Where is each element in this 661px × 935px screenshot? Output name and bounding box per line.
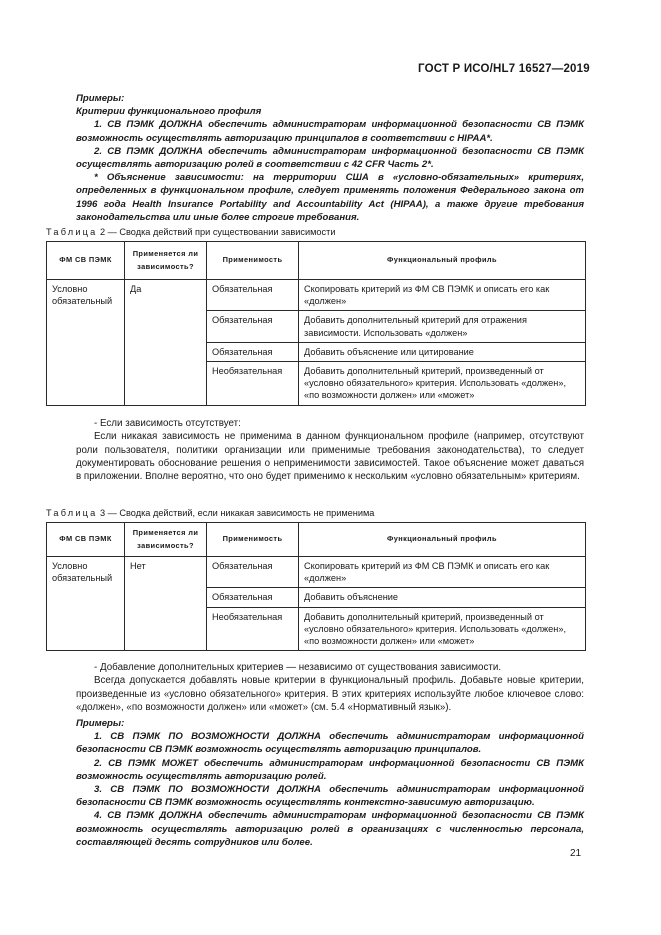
column-header: Применяется ли зависимость? xyxy=(125,523,207,557)
example-item: 4. СВ ПЭМК ДОЛЖНА обеспечить администраторам информационной безопасности СВ ПЭМК возможность осуществлять авторизацию ролей в организациях с численностью персонала, составляющей десять сотрудников или более. xyxy=(76,810,584,848)
profile-cell: Добавить объяснение или цитирование xyxy=(299,342,586,361)
example-item: 3. СВ ПЭМК ПО ВОЗМОЖНОСТИ ДОЛЖНА обеспечить администраторам информационной безопасности СВ ПЭМК возможность осуществлять контекстно-зависимую авторизацию. xyxy=(76,784,584,809)
table-row xyxy=(47,557,586,588)
column-header: Функциональный профиль xyxy=(299,523,586,557)
paragraph-lead: - Добавление дополнительных критериев — независимо от существования зависимости. xyxy=(94,662,502,673)
examples-block-1 xyxy=(76,92,584,224)
caption-prefix: Таблица xyxy=(46,508,98,518)
paragraph-text: Если никакая зависимость не применима в данном функциональном профиле (например, отсутствуют роли пользователя, политики организации или применимые требования законодательства), то следует документировать обоснование решения о неприменимости зависимостей. Такое объяснение может даваться в приложении. Вполне вероятно, что оно будет применимо к нескольким «условно обязательным» критериям. xyxy=(76,431,584,483)
table-2-caption xyxy=(46,227,335,237)
applicability-cell: Обязательная xyxy=(207,588,299,607)
fm-cell: Условно обязательный xyxy=(47,280,125,406)
column-header: Применимость xyxy=(207,523,299,557)
examples-heading: Примеры: xyxy=(76,93,125,104)
example-item: 1. СВ ПЭМК ПО ВОЗМОЖНОСТИ ДОЛЖНА обеспечить администраторам информационной безопасности СВ ПЭМК возможность осуществлять авторизацию принципалов. xyxy=(76,731,584,756)
additional-criteria-paragraph xyxy=(76,661,584,714)
caption-text: 2 — Сводка действий при существовании зависимости xyxy=(97,227,336,237)
profile-cell: Добавить дополнительный критерий, произведенный от «условно обязательного» критерия. Использовать «должен», «по возможности должен» или «может» xyxy=(299,607,586,651)
column-header: Применяется ли зависимость? xyxy=(125,242,207,280)
table-3 xyxy=(46,522,586,651)
applicability-cell: Обязательная xyxy=(207,280,299,311)
column-header: Функциональный профиль xyxy=(299,242,586,280)
profile-cell: Добавить дополнительный критерий, произведенный от «условно обязательного» критерия. Использовать «должен», «по возможности должен» или «может» xyxy=(299,362,586,406)
example-item: 2. СВ ПЭМК МОЖЕТ обеспечить администраторам информационной безопасности СВ ПЭМК возможность осуществлять авторизацию ролей. xyxy=(76,757,584,782)
applies-cell: Да xyxy=(125,280,207,406)
fm-cell: Условно обязательный xyxy=(47,557,125,651)
standard-title: ГОСТ Р ИСО/HL7 16527—2019 xyxy=(418,63,590,75)
examples-heading: Примеры: xyxy=(76,718,125,729)
paragraph-lead: - Если зависимость отсутствует: xyxy=(94,418,241,429)
no-dependency-paragraph xyxy=(76,417,584,483)
example-item: 2. СВ ПЭМК ДОЛЖНА обеспечить администраторам информационной безопасности СВ ПЭМК осуществлять авторизацию ролей в соответствии с 42 CFR Часть 2*. xyxy=(76,145,584,171)
profile-cell: Скопировать критерий из ФМ СВ ПЭМК и описать его как «должен» xyxy=(299,557,586,588)
examples-subheading: Критерии функционального профиля xyxy=(76,106,262,118)
table-row xyxy=(47,280,586,311)
example-item: 1. СВ ПЭМК ДОЛЖНА обеспечить администраторам информационной безопасности СВ ПЭМК возможность осуществлять авторизацию принципалов в соответствии с HIPAA*. xyxy=(76,119,584,144)
applicability-cell: Обязательная xyxy=(207,557,299,588)
column-header: ФМ СВ ПЭМК xyxy=(47,523,125,557)
applies-cell: Нет xyxy=(125,557,207,651)
page-number: 21 xyxy=(570,848,582,859)
table-2 xyxy=(46,241,586,406)
applicability-cell: Необязательная xyxy=(207,607,299,651)
column-header: Применимость xyxy=(207,242,299,280)
paragraph-text: Всегда допускается добавлять новые критерии в функциональный профиль. Добавьте новые критерии, произведенные из «условно обязательного» критерия. В этих критериях используйте любое ключевое слово: «должен», «по возможности должен» или «может» (см. 5.4 «Нормативный язык»). xyxy=(76,675,584,713)
examples-block-2 xyxy=(76,717,584,849)
profile-cell: Добавить объяснение xyxy=(299,588,586,607)
applicability-cell: Необязательная xyxy=(207,362,299,406)
table-3-caption xyxy=(46,508,374,518)
dependency-explanation: * Объяснение зависимости: на территории США в «условно-обязательных» критериях, определенных в функциональном профиле, следует применять положения Федерального закона от 1996 года Health Insurance Portability and Accountability Act (HIPAA), а также другие требования законодательства или иные более строгие требования. xyxy=(76,172,584,223)
applicability-cell: Обязательная xyxy=(207,311,299,342)
profile-cell: Скопировать критерий из ФМ СВ ПЭМК и описать его как «должен» xyxy=(299,280,586,311)
caption-prefix: Таблица xyxy=(46,227,98,237)
column-header: ФМ СВ ПЭМК xyxy=(47,242,125,280)
caption-text: 3 — Сводка действий, если никакая зависимость не применима xyxy=(97,508,375,518)
profile-cell: Добавить дополнительный критерий для отражения зависимости. Использовать «должен» xyxy=(299,311,586,342)
applicability-cell: Обязательная xyxy=(207,342,299,361)
